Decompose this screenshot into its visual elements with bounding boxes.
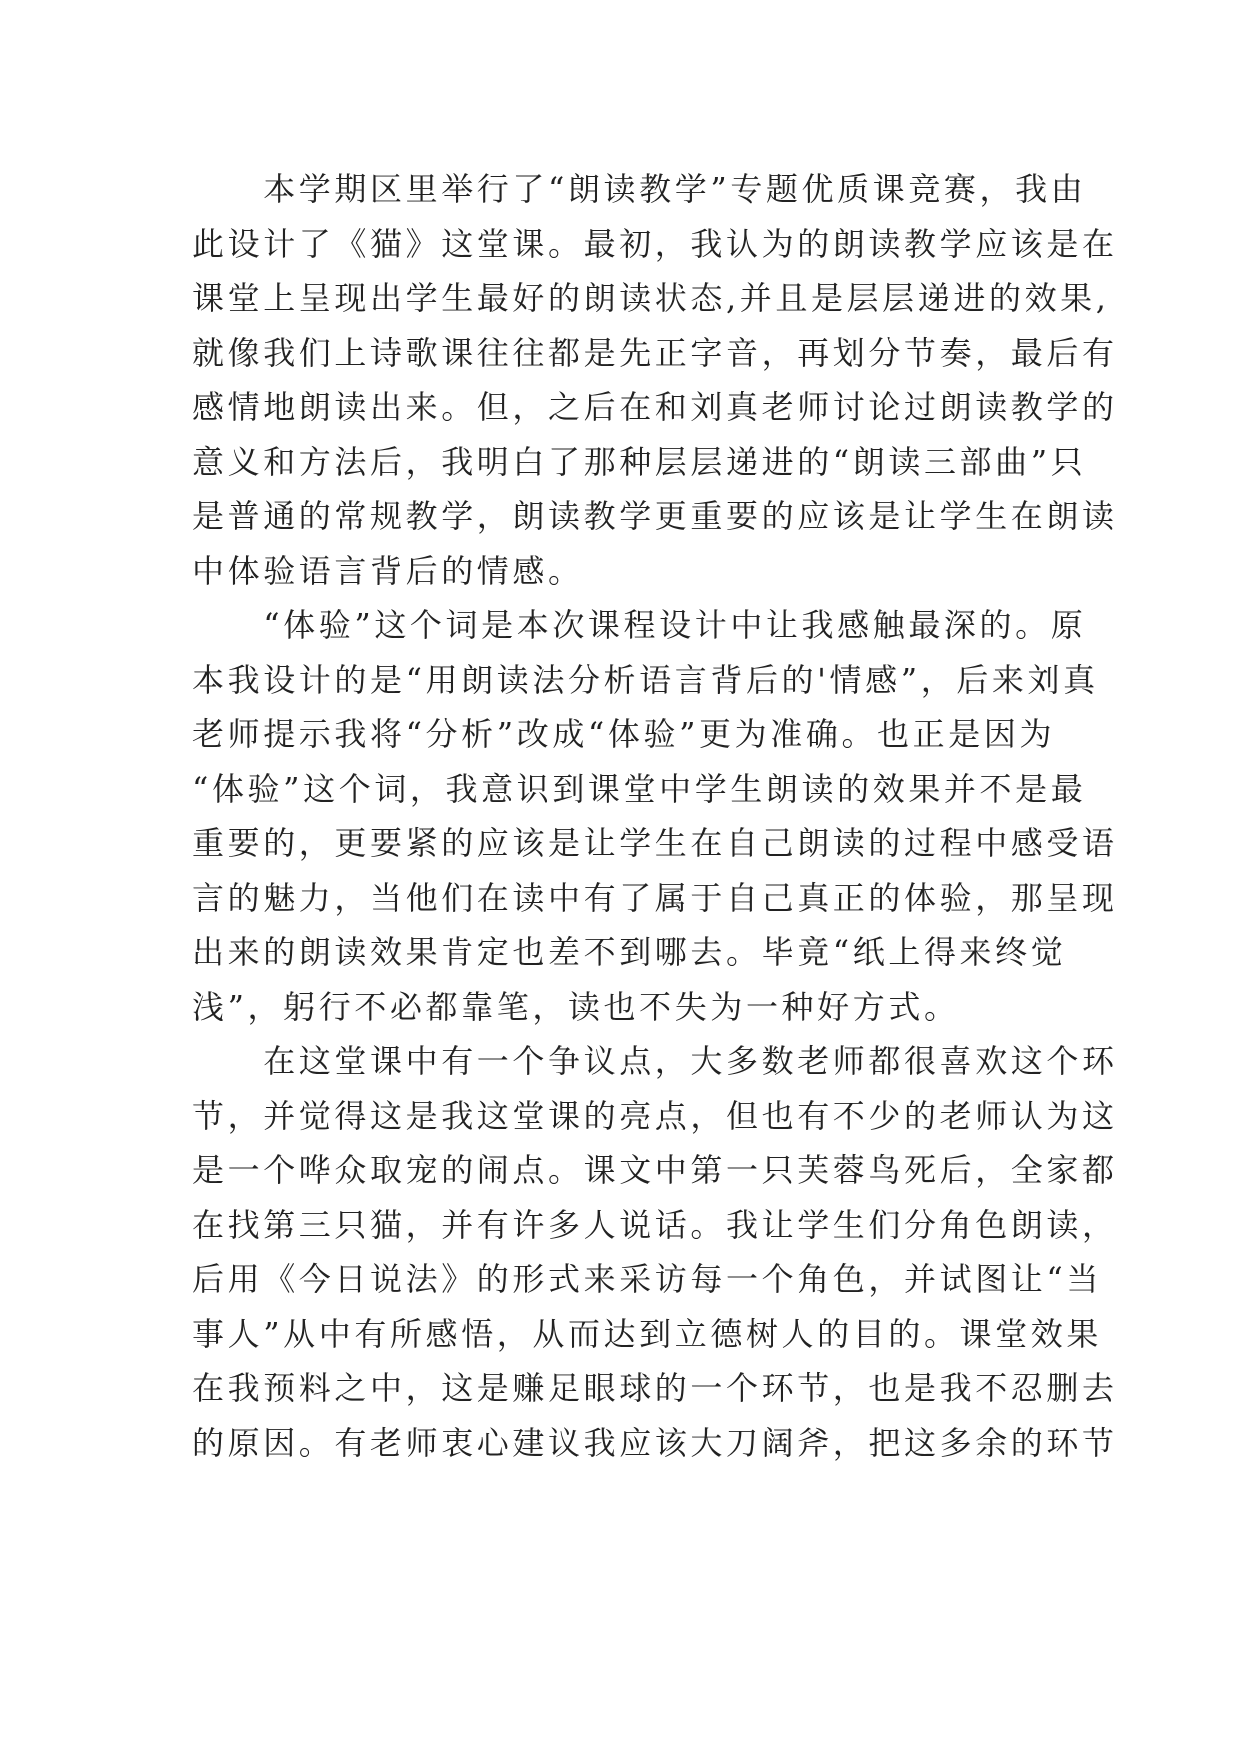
body-text [192, 162, 1118, 1470]
text-line: 就像我们上诗歌课往往都是先正字音，再划分节奏，最后有 [192, 333, 1118, 372]
text-line: 本学期区里举行了“朗读教学”专题优质课竞赛，我由 [192, 170, 1087, 208]
text-line: 重要的，更要紧的应该是让学生在自己朗读的过程中感受语 [192, 824, 1118, 862]
text-line: 此设计了《猫》这堂课。最初，我认为的朗读教学应该是在 [192, 224, 1118, 263]
text-line: 出来的朗读效果肯定也差不到哪去。毕竟“纸上得来终觉 [192, 933, 1067, 971]
text-line: 感情地朗读出来。但，之后在和刘真老师讨论过朗读教学的 [192, 388, 1118, 426]
text-line: 的原因。有老师衷心建议我应该大刀阔斧，把这多余的环节 [192, 1423, 1118, 1462]
text-line: 老师提示我将“分析”改成“体验”更为准确。也正是因为 [192, 715, 1056, 753]
text-line: 是一个哗众取宠的闹点。课文中第一只芙蓉鸟死后，全家都 [192, 1151, 1118, 1189]
text-line: 浅”，躬行不必都靠笔，读也不失为一种好方式。 [192, 987, 960, 1026]
text-line: 中体验语言背后的情感。 [192, 551, 584, 590]
text-line: 本我设计的是“用朗读法分析语言背后的'情感”，后来刘真 [192, 660, 1099, 699]
text-line: 是普通的常规教学，朗读教学更重要的应该是让学生在朗读 [192, 497, 1118, 535]
text-line: 节，并觉得这是我这堂课的亮点，但也有不少的老师认为这 [192, 1096, 1118, 1135]
text-line: 课堂上呈现出学生最好的朗读状态,并且是层层递进的效果, [192, 279, 1110, 317]
text-line: 意义和方法后，我明白了那种层层递进的“朗读三部曲”只 [192, 442, 1087, 481]
text-line: “体验”这个词是本次课程设计中让我感触最深的。原 [192, 606, 1087, 644]
text-line: 在找第三只猫，并有许多人说话。我让学生们分角色朗读， [192, 1205, 1118, 1244]
text-line: 事人”从中有所感悟，从而达到立德树人的目的。课堂效果 [192, 1314, 1102, 1353]
text-line: 在这堂课中有一个争议点，大多数老师都很喜欢这个环 [192, 1042, 1118, 1080]
text-line: 后用《今日说法》的形式来采访每一个角色，并试图让“当 [192, 1260, 1102, 1298]
text-line: 在我预料之中，这是赚足眼球的一个环节，也是我不忍删去 [192, 1369, 1118, 1407]
text-line: “体验”这个词，我意识到课堂中学生朗读的效果并不是最 [192, 769, 1087, 808]
text-line: 言的魅力，当他们在读中有了属于自己真正的体验，那呈现 [192, 878, 1118, 917]
